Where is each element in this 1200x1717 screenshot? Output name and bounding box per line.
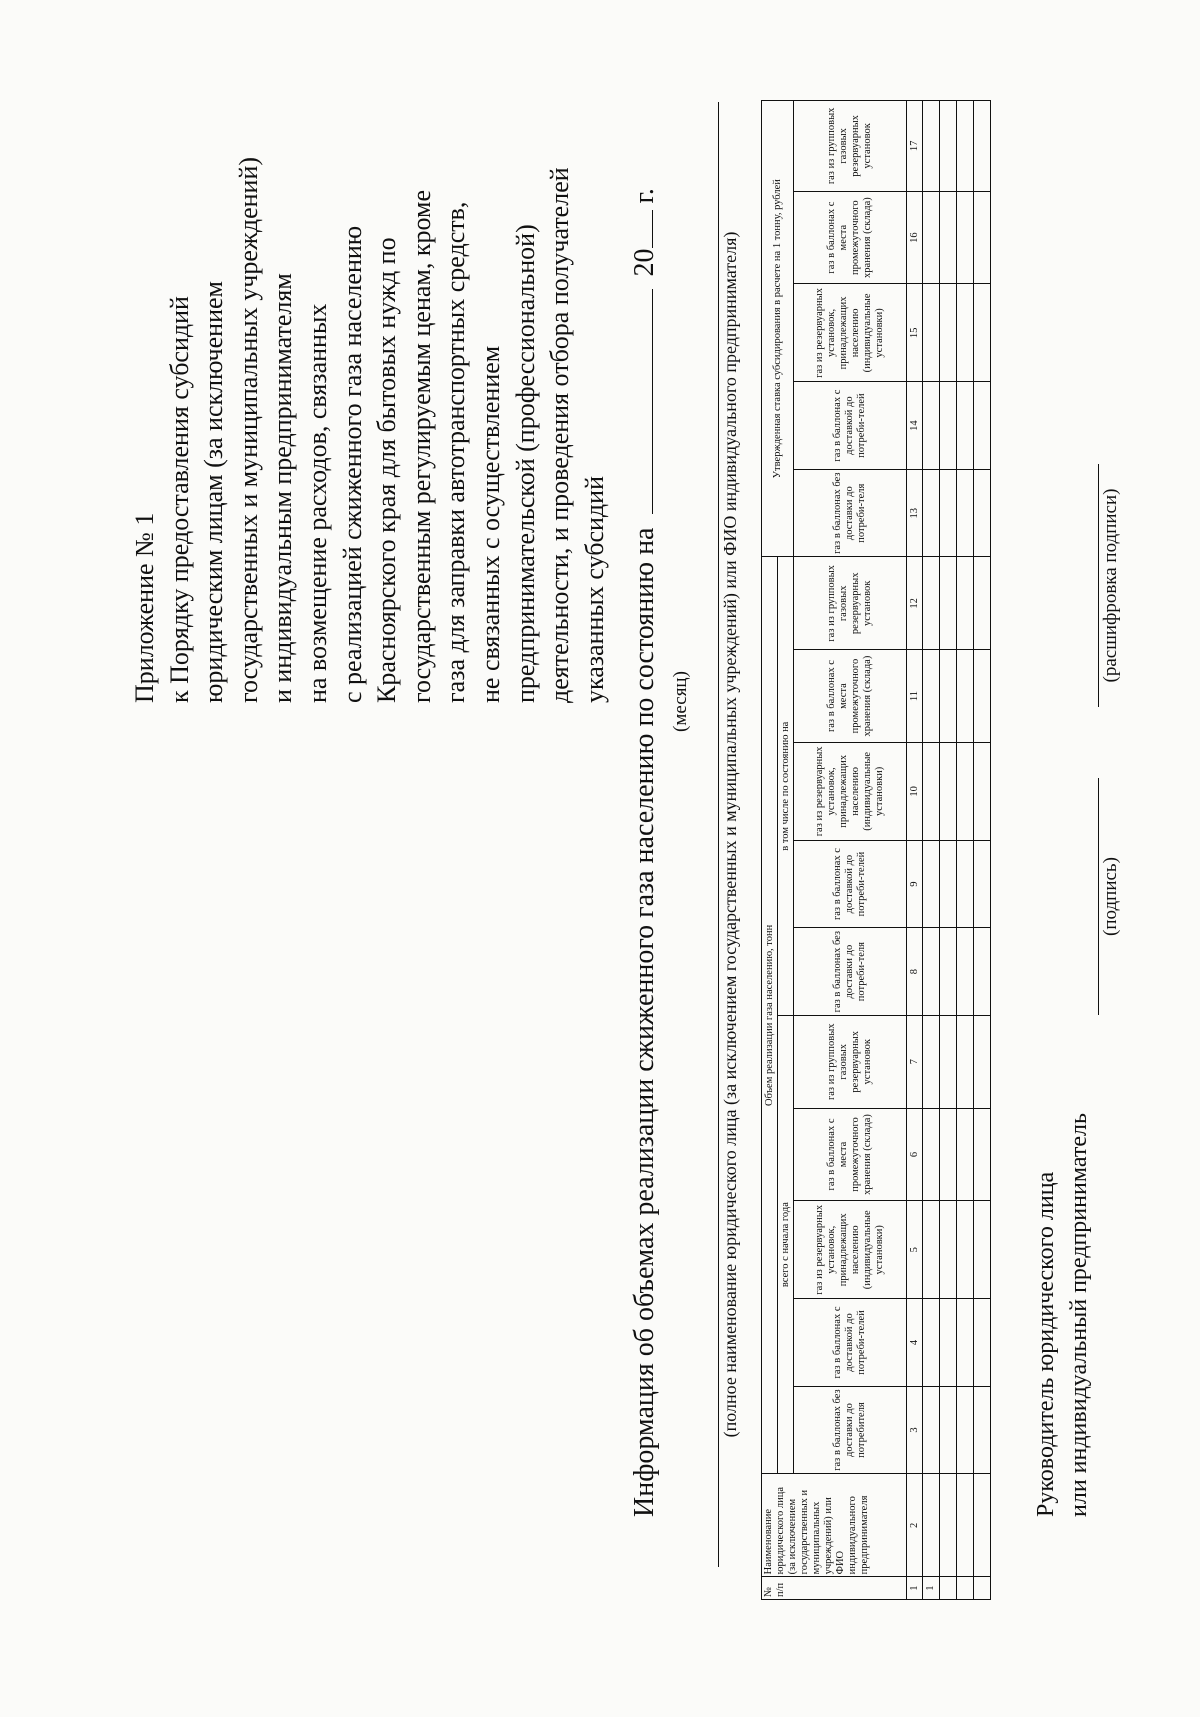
signatory-block — [1030, 1113, 1096, 1517]
table-cell[interactable] — [923, 650, 940, 743]
header-cell: газ в баллонах без доставки до потреби-теля — [794, 469, 907, 557]
table-cell[interactable] — [974, 191, 991, 284]
header-cell: газ в баллонах с места промежуточного хранения (склада) — [794, 191, 907, 284]
header-cell: газ в баллонах с доставкой до потреби-телей — [794, 1299, 907, 1387]
header-cell: газ из групповых газовых резервуарных установок — [794, 557, 907, 650]
table-header-row — [794, 101, 907, 1600]
table-cell[interactable] — [974, 1474, 991, 1577]
volume-table — [761, 100, 991, 1600]
table-cell[interactable] — [923, 191, 940, 284]
table-cell[interactable] — [974, 1015, 991, 1108]
table-header-row — [762, 101, 778, 1600]
column-number: 2 — [907, 1474, 923, 1577]
table-cell[interactable] — [974, 284, 991, 382]
table-cell[interactable] — [923, 1015, 940, 1108]
table-cell[interactable] — [923, 284, 940, 382]
table-cell[interactable] — [974, 650, 991, 743]
table-row — [957, 101, 974, 1600]
table-cell[interactable] — [957, 469, 974, 557]
table-cell[interactable] — [923, 1299, 940, 1387]
column-number: 16 — [907, 191, 923, 284]
table-cell[interactable] — [957, 191, 974, 284]
table-row — [923, 101, 940, 1600]
header-cell: газ в баллонах без доставки до потребителя — [794, 1386, 907, 1474]
table-cell[interactable] — [974, 469, 991, 557]
table-cell[interactable] — [974, 1108, 991, 1201]
table-cell[interactable] — [957, 928, 974, 1016]
year-blank-field[interactable] — [628, 211, 653, 249]
appendix-line: указанных субсидий — [579, 476, 609, 703]
table-cell[interactable] — [923, 742, 940, 840]
appendix-line: государственным регулируемым ценам, кроме — [406, 190, 436, 703]
header-cell: газ из групповых газовых резервуарных установок — [794, 101, 907, 192]
month-caption: (месяц) — [670, 671, 691, 732]
appendix-block — [128, 63, 612, 703]
header-cell: газ из групповых газовых резервуарных установок — [794, 1015, 907, 1108]
column-number: 7 — [907, 1015, 923, 1108]
header-total-subgroup: всего с начала года — [778, 1015, 794, 1473]
table-cell[interactable] — [940, 1299, 957, 1387]
column-number: 5 — [907, 1201, 923, 1299]
header-cell: газ в баллонах с места промежуточного хранения (склада) — [794, 650, 907, 743]
document-title — [628, 188, 661, 1517]
table-cell — [940, 1577, 957, 1600]
table-cell[interactable] — [940, 1201, 957, 1299]
table-cell[interactable] — [923, 557, 940, 650]
table-cell[interactable] — [923, 1201, 940, 1299]
table-cell[interactable] — [957, 284, 974, 382]
appendix-line: Приложение № 1 — [130, 512, 159, 703]
table-cell[interactable] — [940, 101, 957, 192]
header-cell: газ в баллонах с места промежуточного хранения (склада) — [794, 1108, 907, 1201]
table-cell[interactable] — [923, 1386, 940, 1474]
table-row — [940, 101, 957, 1600]
table-cell[interactable] — [940, 191, 957, 284]
table-cell[interactable] — [957, 557, 974, 650]
column-number: 9 — [907, 840, 923, 928]
table-cell[interactable] — [974, 742, 991, 840]
appendix-line: деятельности, и проведения отбора получателей — [545, 167, 575, 703]
column-number: 15 — [907, 284, 923, 382]
header-incl-subgroup: в том числе по состоянию на — [778, 557, 794, 1015]
column-number: 10 — [907, 742, 923, 840]
table-cell[interactable] — [940, 1474, 957, 1577]
table-cell[interactable] — [923, 101, 940, 192]
table-cell[interactable] — [957, 1386, 974, 1474]
table-cell[interactable] — [957, 1108, 974, 1201]
header-no: № п/п — [762, 1577, 907, 1600]
table-cell[interactable] — [940, 840, 957, 928]
appendix-line: Красноярского края для бытовых нужд по — [372, 237, 402, 703]
appendix-line: государственных и муниципальных учреждений) — [233, 156, 263, 703]
table-cell[interactable] — [974, 101, 991, 192]
table-cell[interactable] — [940, 650, 957, 743]
signatory-line: или индивидуальный предприниматель — [1066, 1113, 1092, 1517]
header-cell: газ в баллонах без доставки до потреби-теля — [794, 928, 907, 1016]
column-number: 3 — [907, 1386, 923, 1474]
table-cell[interactable] — [940, 1015, 957, 1108]
column-number: 4 — [907, 1299, 923, 1387]
column-number: 6 — [907, 1108, 923, 1201]
table-cell[interactable] — [957, 1015, 974, 1108]
table-cell[interactable] — [974, 1299, 991, 1387]
year-prefix: 20 — [629, 248, 660, 277]
signature-line[interactable] — [1098, 778, 1099, 1015]
table-cell[interactable] — [940, 469, 957, 557]
table-cell[interactable] — [923, 1108, 940, 1201]
appendix-line: к Порядку предоставления субсидий — [164, 296, 194, 703]
column-number: 17 — [907, 101, 923, 192]
year-suffix: г. — [629, 188, 660, 204]
table-cell — [957, 1577, 974, 1600]
table-cell[interactable] — [974, 382, 991, 470]
decode-line[interactable] — [1098, 464, 1099, 707]
table-cell[interactable] — [940, 284, 957, 382]
header-cell: газ из резервуарных установок, принадлежащих населению (индивидуальные установки) — [794, 742, 907, 840]
header-cell: газ из резервуарных установок, принадлежащих населению (индивидуальные установки) — [794, 284, 907, 382]
decode-caption: (расшифровка подписи) — [1100, 488, 1121, 683]
table-cell[interactable] — [940, 557, 957, 650]
table-cell[interactable] — [957, 840, 974, 928]
table-cell[interactable] — [940, 1386, 957, 1474]
table-cell[interactable] — [974, 557, 991, 650]
org-name-line[interactable] — [718, 102, 719, 1567]
table-cell — [974, 1577, 991, 1600]
column-number: 12 — [907, 557, 923, 650]
header-volume-group: Объем реализации газа населению, тонн — [762, 557, 778, 1474]
header-cell: газ из резервуарных установок, принадлежащих населению (индивидуальные установки) — [794, 1201, 907, 1299]
column-number: 8 — [907, 928, 923, 1016]
header-cell: газ в баллонах с доставкой до потреби-телей — [794, 382, 907, 470]
table-cell[interactable] — [957, 742, 974, 840]
table-cell[interactable] — [923, 928, 940, 1016]
table-cell[interactable] — [940, 1108, 957, 1201]
column-number: 1 — [907, 1577, 923, 1600]
appendix-line: и индивидуальным предпринимателям — [268, 273, 298, 703]
table-cell[interactable] — [957, 650, 974, 743]
table-cell[interactable] — [923, 382, 940, 470]
table-cell[interactable] — [923, 1474, 940, 1577]
table-cell[interactable] — [974, 928, 991, 1016]
table-cell[interactable] — [957, 1474, 974, 1577]
month-blank-field[interactable] — [628, 290, 653, 515]
table-cell[interactable] — [957, 1201, 974, 1299]
header-cell: газ в баллонах с доставкой до потреби-телей — [794, 840, 907, 928]
appendix-line: предпринимательской (профессиональной) — [510, 224, 540, 703]
header-name: Наименование юридического лица (за исключением государственных и муниципальных учреждений) или ФИО индивидуального предпринимателя — [762, 1474, 907, 1577]
table-cell[interactable] — [974, 840, 991, 928]
appendix-line: юридическим лицам (за исключением — [199, 281, 229, 703]
appendix-line: газа для заправки автотранспортных средств, — [441, 201, 471, 703]
appendix-line: с реализацией сжиженного газа населению — [337, 225, 367, 703]
signature-caption: (подпись) — [1100, 857, 1121, 936]
appendix-line: на возмещение расходов, связанных — [302, 303, 332, 703]
table-cell[interactable] — [923, 469, 940, 557]
table-cell[interactable] — [940, 742, 957, 840]
signatory-line: Руководитель юридического лица — [1033, 1171, 1059, 1517]
title-text: Информация об объемах реализации сжиженного газа населению по состоянию на — [629, 527, 660, 1517]
appendix-line: не связанных с осуществлением — [475, 345, 505, 703]
column-number: 11 — [907, 650, 923, 743]
table-cell: 1 — [923, 1577, 940, 1600]
table-cell[interactable] — [940, 928, 957, 1016]
table-row — [974, 101, 991, 1600]
table-cell[interactable] — [957, 101, 974, 192]
table-cell[interactable] — [957, 382, 974, 470]
column-number: 14 — [907, 382, 923, 470]
column-number-row — [907, 101, 923, 1600]
header-rate-group: Утвержденная ставка субсидирования в расчете на 1 тонну, рублей — [762, 101, 794, 557]
table-cell[interactable] — [940, 382, 957, 470]
column-number: 13 — [907, 469, 923, 557]
org-name-caption: (полное наименование юридического лица (за исключением государственных и муниципальных учреждений) или ФИО индивидуального предпринимателя) — [720, 231, 740, 1438]
table-cell[interactable] — [923, 840, 940, 928]
table-cell[interactable] — [974, 1386, 991, 1474]
table-cell[interactable] — [957, 1299, 974, 1387]
table-cell[interactable] — [974, 1201, 991, 1299]
